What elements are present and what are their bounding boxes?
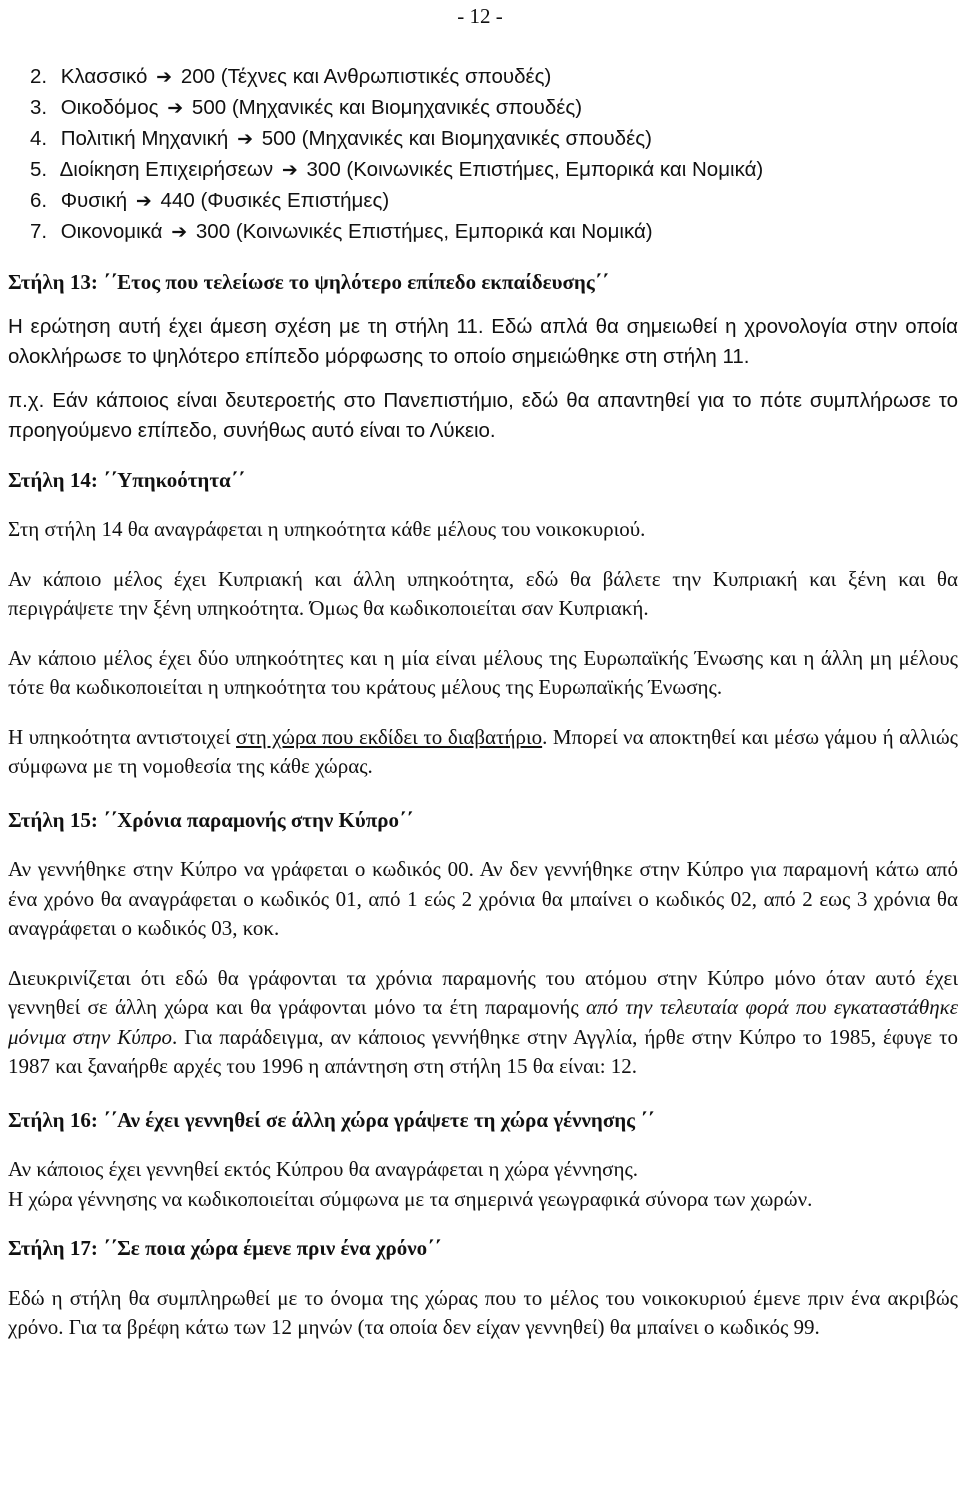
section-title: ΄΄Σε ποια χώρα έμενε πριν ένα χρόνο΄΄	[103, 1236, 442, 1260]
list-detail: 440 (Φυσικές Επιστήμες)	[160, 189, 390, 212]
section-heading-17	[8, 1234, 958, 1264]
list-detail: 500 (Μηχανικές και Βιομηχανικές σπουδές)	[261, 127, 652, 150]
list-label: Φυσική	[60, 189, 128, 212]
right-arrow-icon: ➔	[167, 98, 184, 119]
section-title: ΄΄Υπηκοότητα΄΄	[103, 467, 245, 492]
list-item	[28, 155, 958, 186]
paragraph: Η ερώτηση αυτή έχει άμεση σχέση με τη στήλη 11. Εδώ απλά θα σημειωθεί η χρονολογία στην οποία ολοκλήρωσε το ψηλότερο επίπεδο μόρφωσης το οποίο σημειώθηκε στη στήλη 11.	[8, 314, 958, 368]
list-label: Πολιτική Μηχανική	[60, 127, 229, 150]
paragraph	[8, 723, 958, 782]
paragraph: Στη στήλη 14 θα αναγράφεται η υπηκοότητα κάθε μέλους του νοικοκυριού.	[8, 517, 646, 541]
underlined-text: στη χώρα που εκδίδει το διαβατήριο	[236, 724, 543, 749]
right-arrow-icon: ➔	[135, 191, 152, 212]
page-number: - 12 -	[457, 4, 503, 28]
list-item	[28, 62, 958, 93]
list-number: 7.	[30, 220, 48, 243]
section-heading-15	[8, 806, 958, 836]
right-arrow-icon: ➔	[171, 222, 188, 243]
section-heading-16	[8, 1106, 958, 1136]
list-detail: 200 (Τέχνες και Ανθρωπιστικές σπουδές)	[180, 65, 552, 88]
section-title: ΄΄Χρόνια παραμονής στην Κύπρο΄΄	[103, 807, 413, 832]
paragraph: Η χώρα γέννησης να κωδικοποιείται σύμφωνα με τα σημερινά γεωγραφικά σύνορα των χωρών.	[8, 1186, 813, 1211]
section-label: Στήλη 14:	[8, 467, 98, 492]
list-number: 3.	[30, 96, 48, 119]
text-run: . Μπορεί να αποκτηθεί και μέσω γάμου ή αλλιώς σύμφωνα με τη νομοθεσία της κάθε χώρας.	[8, 724, 958, 778]
list-label: Κλασσικό	[60, 65, 148, 88]
paragraph: Αν γεννήθηκε στην Κύπρο να γράφεται ο κωδικός 00. Αν δεν γεννήθηκε στην Κύπρο για παραμονή κάτω από ένα χρόνο θα αναγράφεται ο κωδικός 01, από 1 εώς 2 χρόνια θα μπαίνει ο κωδικός 02, από 2 εως 3 χρόνια θα αναγράφεται ο κωδικός 03, κοκ.	[8, 857, 958, 940]
section-label: Στήλη 16:	[8, 1107, 98, 1132]
paragraph: Αν κάποιος έχει γεννηθεί εκτός Κύπρου θα αναγράφεται η χώρα γέννησης.	[8, 1157, 639, 1181]
section-heading-13	[8, 268, 958, 298]
section-label: Στήλη 13:	[8, 270, 98, 294]
list-number: 4.	[30, 127, 48, 150]
text-run: . Για παράδειγμα, αν κάποιος γεννήθηκε στην Αγγλία, ήρθε στην Κύπρο το 1985, έφυγε το 1987 και ξαναήρθε αρχές του 1996 η απάντηση στη στήλη 15 θα είναι: 12.	[8, 1024, 959, 1078]
section-label: Στήλη 17:	[8, 1236, 98, 1260]
right-arrow-icon: ➔	[281, 160, 298, 181]
paragraph	[8, 964, 958, 1082]
list-number: 5.	[30, 158, 48, 181]
italic-text: από την τελευταία φορά που εγκαταστάθηκε μόνιμα στην Κύπρο	[8, 995, 958, 1049]
text-run: Η υπηκοότητα αντιστοιχεί	[8, 724, 236, 749]
paragraph: Αν κάποιο μέλος έχει δύο υπηκοότητες και η μία είναι μέλους της Ευρωπαϊκής Ένωσης και η άλλη μη μέλους τότε θα κωδικοποιείται η υπηκοότητα του κράτους μέλους της Ευρωπαϊκής Ένωσης.	[8, 645, 958, 699]
list-number: 2.	[30, 65, 48, 88]
list-item	[28, 217, 958, 248]
list-detail: 300 (Κοινωνικές Επιστήμες, Εμπορικά και Νομικά)	[306, 158, 764, 181]
paragraph: Αν κάποιο μέλος έχει Κυπριακή και άλλη υπηκοότητα, εδώ θα βάλετε την Κυπριακή και ξένη και θα περιγράψετε την ξένη υπηκοότητα. Όμως θα κωδικοποιείται σαν Κυπριακή.	[8, 566, 958, 620]
list-detail: 300 (Κοινωνικές Επιστήμες, Εμπορικά και Νομικά)	[195, 220, 653, 243]
list-item	[28, 186, 958, 217]
list-label: Διοίκηση Επιχειρήσεων	[59, 158, 274, 181]
paragraph: Εδώ η στήλη θα συμπληρωθεί με το όνομα της χώρας που το μέλος του νοικοκυριού έμενε πριν ένα ακριβώς χρόνο. Για τα βρέφη κάτω των 12 μηνών (τα οποία δεν είχαν γεννηθεί) θα μπαίνει ο κωδικός 99.	[8, 1285, 958, 1339]
list-label: Οικονομικά	[60, 220, 163, 243]
list-item	[28, 93, 958, 124]
section-title: ΄΄Ετος που τελείωσε το ψηλότερο επίπεδο εκπαίδευσης΄΄	[103, 270, 609, 294]
list-item	[28, 124, 958, 155]
section-title: ΄΄Αν έχει γεννηθεί σε άλλη χώρα γράψετε τη χώρα γέννησης ΄΄	[103, 1107, 655, 1132]
list-label: Οικοδόμος	[60, 96, 159, 119]
right-arrow-icon: ➔	[156, 67, 173, 88]
paragraph: π.χ. Εάν κάποιος είναι δευτεροετής στο Πανεπιστήμιο, εδώ θα απαντηθεί για το πότε συμπλήρωσε το προηγούμενο επίπεδο, συνήθως αυτό είναι το Λύκειο.	[8, 388, 958, 442]
list-detail: 500 (Μηχανικές και Βιομηχανικές σπουδές)	[191, 96, 583, 119]
list-number: 6.	[30, 189, 48, 212]
right-arrow-icon: ➔	[237, 129, 253, 150]
section-heading-14	[8, 466, 958, 496]
text-run: Διευκρινίζεται ότι εδώ θα γράφονται τα χρόνια παραμονής του ατόμου στην Κύπρο μόνο όταν αυτό έχει γεννηθεί σε άλλη χώρα και θα γράφονται μόνο τα έτη παραμονής	[8, 965, 958, 1019]
category-list	[8, 62, 958, 248]
section-label: Στήλη 15:	[8, 807, 98, 832]
document-body	[8, 62, 958, 1343]
